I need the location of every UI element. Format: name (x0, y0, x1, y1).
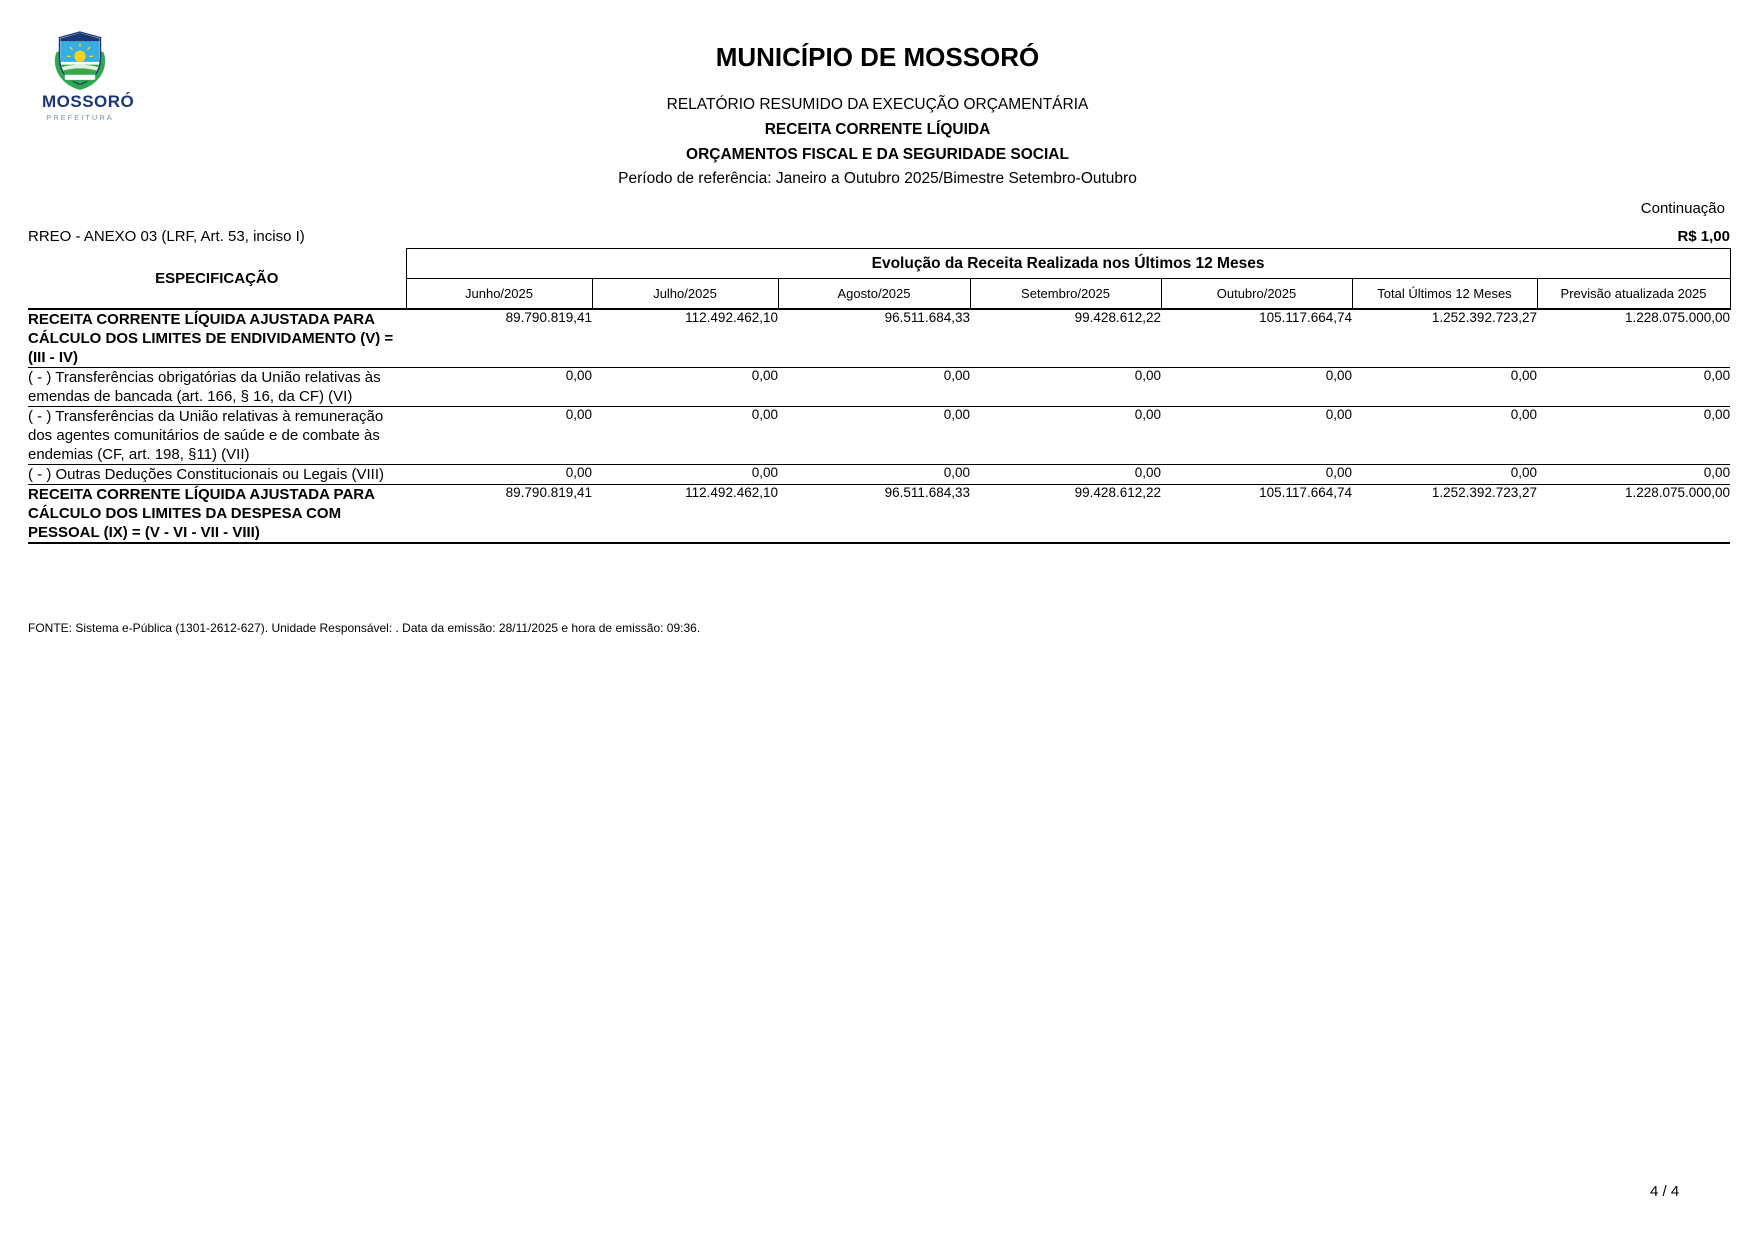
column-header: Total Últimos 12 Meses (1352, 279, 1537, 310)
rcl-evolution-table (28, 248, 1731, 544)
cell-value: 0,00 (970, 465, 1161, 485)
column-header: Previsão atualizada 2025 (1537, 279, 1730, 310)
cell-value: 89.790.819,41 (406, 485, 592, 544)
cell-value: 0,00 (778, 368, 970, 407)
cell-value: 89.790.819,41 (406, 309, 592, 368)
cell-value: 0,00 (1537, 407, 1730, 465)
cell-value: 0,00 (406, 368, 592, 407)
table-row (28, 407, 1730, 465)
report-subtitle-rcl: RECEITA CORRENTE LÍQUIDA (764, 121, 991, 138)
row-specification: ( - ) Outras Deduções Constitucionais ou Legais (VIII) (28, 465, 406, 485)
logo-subtitle: PREFEITURA (46, 113, 114, 122)
cell-value: 0,00 (778, 465, 970, 485)
column-header: Junho/2025 (406, 279, 592, 310)
cell-value: 105.117.664,74 (1161, 309, 1352, 368)
cell-value: 0,00 (1537, 465, 1730, 485)
cell-value: 0,00 (406, 407, 592, 465)
logo-wordmark: MOSSORÓ (42, 92, 135, 111)
row-specification: RECEITA CORRENTE LÍQUIDA AJUSTADA PARA CÁLCULO DOS LIMITES DE ENDIVIDAMENTO (V) = (III - IV) (28, 309, 406, 368)
cell-value: 0,00 (592, 368, 778, 407)
currency-unit: R$ 1,00 (1677, 228, 1730, 245)
column-header: Outubro/2025 (1161, 279, 1352, 310)
cell-value: 99.428.612,22 (970, 485, 1161, 544)
row-specification: ( - ) Transferências da União relativas à remuneração dos agentes comunitários de saúde e de combate às endemias (CF, art. 198, §11) (VII) (28, 407, 406, 465)
row-specification: RECEITA CORRENTE LÍQUIDA AJUSTADA PARA CÁLCULO DOS LIMITES DA DESPESA COM PESSOAL (IX) = (V - VI - VII - VIII) (28, 485, 406, 544)
source-note: FONTE: Sistema e-Pública (1301-2612-627). Unidade Responsável: . Data da emissão: 28/11/2025 e hora de emissão: 09:36. (28, 621, 701, 635)
cell-value: 0,00 (778, 407, 970, 465)
cell-value: 0,00 (1352, 368, 1537, 407)
table-row (28, 309, 1730, 368)
cell-value: 112.492.462,10 (592, 485, 778, 544)
cell-value: 105.117.664,74 (1161, 485, 1352, 544)
table-row (28, 465, 1730, 485)
continuation-label: Continuação (1640, 200, 1725, 217)
report-subtitle-budgets: ORÇAMENTOS FISCAL E DA SEGURIDADE SOCIAL (686, 146, 1069, 163)
cell-value: 0,00 (1537, 368, 1730, 407)
cell-value: 0,00 (592, 407, 778, 465)
cell-value: 96.511.684,33 (778, 309, 970, 368)
annex-row (28, 228, 1730, 245)
cell-value: 0,00 (970, 368, 1161, 407)
cell-value: 112.492.462,10 (592, 309, 778, 368)
cell-value: 0,00 (592, 465, 778, 485)
spec-column-header: ESPECIFICAÇÃO (28, 249, 406, 310)
cell-value: 96.511.684,33 (778, 485, 970, 544)
cell-value: 0,00 (406, 465, 592, 485)
cell-value: 1.228.075.000,00 (1537, 485, 1730, 544)
column-header: Julho/2025 (592, 279, 778, 310)
cell-value: 0,00 (1161, 368, 1352, 407)
cell-value: 1.252.392.723,27 (1352, 309, 1537, 368)
table-row (28, 485, 1730, 544)
group-column-header: Evolução da Receita Realizada nos Últimos 12 Meses (406, 249, 1730, 279)
cell-value: 0,00 (1161, 407, 1352, 465)
cell-value: 99.428.612,22 (970, 309, 1161, 368)
cell-value: 0,00 (1352, 407, 1537, 465)
page-number: 4 / 4 (1650, 1183, 1680, 1200)
cell-value: 1.252.392.723,27 (1352, 485, 1537, 544)
row-specification: ( - ) Transferências obrigatórias da União relativas às emendas de bancada (art. 166, § 16, da CF) (VI) (28, 368, 406, 407)
reference-period: Período de referência: Janeiro a Outubro 2025/Bimestre Setembro-Outubro (618, 170, 1137, 187)
report-title: RELATÓRIO RESUMIDO DA EXECUÇÃO ORÇAMENTÁRIA (666, 96, 1089, 113)
table-row (28, 368, 1730, 407)
municipality-title: MUNICÍPIO DE MOSSORÓ (715, 42, 1040, 72)
cell-value: 0,00 (1352, 465, 1537, 485)
cell-value: 0,00 (970, 407, 1161, 465)
annex-reference: RREO - ANEXO 03 (LRF, Art. 53, inciso I) (28, 228, 305, 245)
cell-value: 0,00 (1161, 465, 1352, 485)
column-header: Agosto/2025 (778, 279, 970, 310)
column-header: Setembro/2025 (970, 279, 1161, 310)
cell-value: 1.228.075.000,00 (1537, 309, 1730, 368)
